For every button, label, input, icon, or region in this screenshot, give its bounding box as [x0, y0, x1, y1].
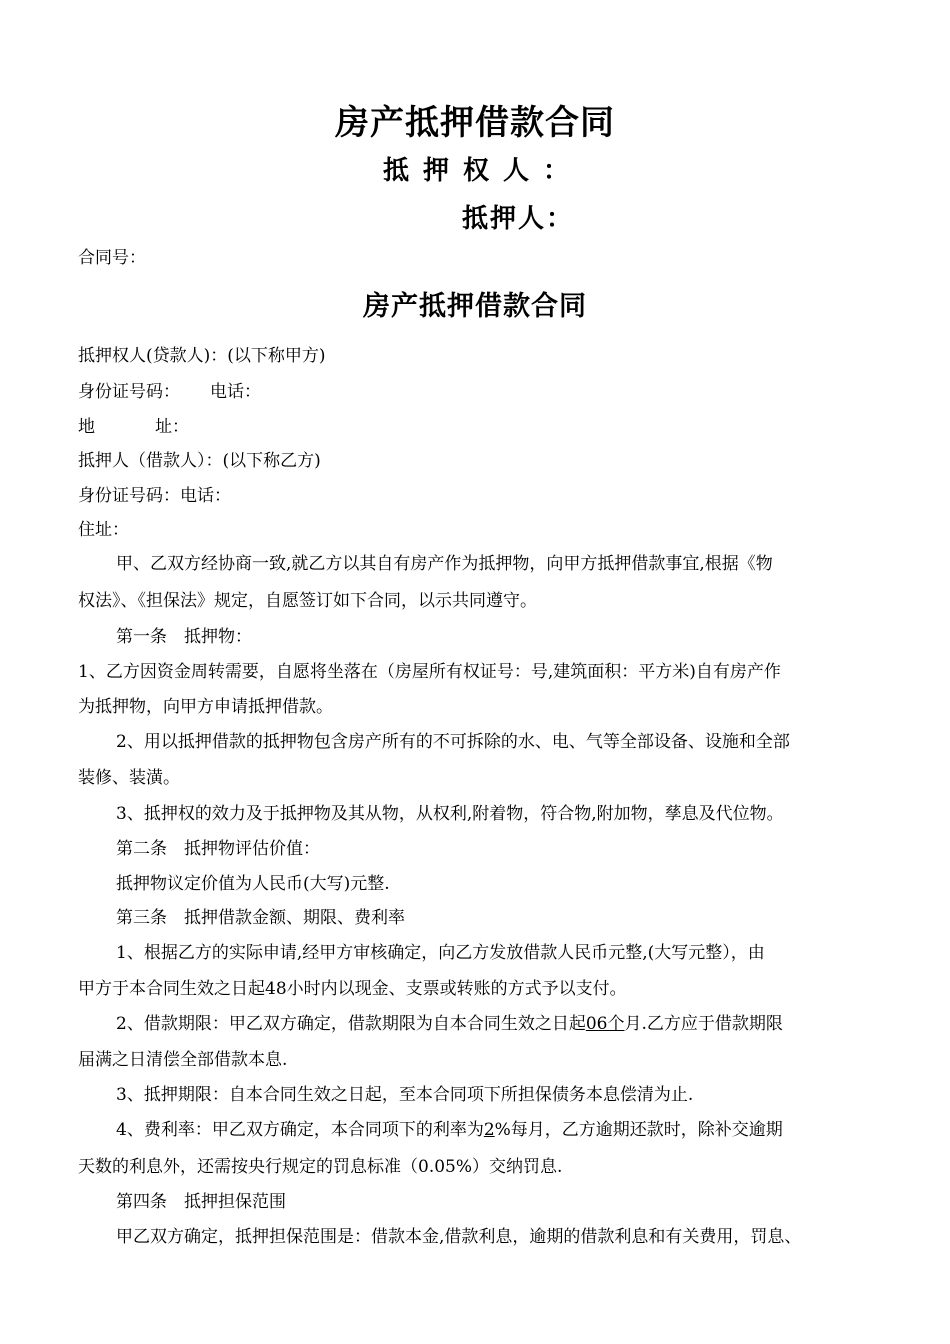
rate-text-pre: 4、费利率：甲乙双方确定，本合同项下的利率为	[116, 1120, 484, 1140]
interest-rate-value: 2	[483, 1120, 495, 1140]
second-title: 房产抵押借款合同	[363, 291, 587, 322]
article-3-p2-line-2: 届满之日清偿全部借款本息.	[78, 1050, 288, 1070]
mortgagee-address-line	[78, 412, 189, 437]
intro-line-2: 权法》、《担保法》规定，自愿签订如下合同，以示共同遵守。	[78, 591, 537, 611]
article-1-p3: 3、抵押权的效力及于抵押物及其从物，从权利,附着物，符合物,附加物，孳息及代位物。	[116, 804, 784, 824]
article-3-p4-line-1	[116, 1115, 783, 1140]
article-3-p1-line-1: 1、根据乙方的实际申请,经甲方审核确定，向乙方发放借款人民币元整,(大写元整），由	[116, 943, 765, 963]
article-4-heading: 第四条 抵押担保范围	[116, 1192, 286, 1212]
article-3-p1-line-2: 甲方于本合同生效之日起48小时内以现金、支票或转账的方式予以支付。	[78, 979, 627, 999]
article-1-p1-line-1: 1、乙方因资金周转需要，自愿将坐落在（房屋所有权证号：号,建筑面积：平方米)自有房产作	[78, 662, 781, 682]
mortgagee-line: 抵押权人(贷款人)：(以下称甲方)	[78, 346, 326, 366]
mortgagor-title: 抵押人：	[462, 204, 575, 234]
article-3-p3: 3、抵押期限：自本合同生效之日起，至本合同项下所担保债务本息偿清为止.	[116, 1085, 694, 1105]
loan-term-value: 06个	[585, 1014, 625, 1034]
article-1-p2-line-1: 2、用以抵押借款的抵押物包含房产所有的不可拆除的水、电、气等全部设备、设施和全部	[116, 732, 790, 752]
intro-line-1: 甲、乙双方经协商一致,就乙方以其自有房产作为抵押物，向甲方抵押借款事宜,根据《物	[116, 554, 773, 574]
address-label-a: 地	[78, 417, 95, 437]
mortgagor-line: 抵押人（借款人）：(以下称乙方)	[78, 451, 321, 471]
main-title: 房产抵押借款合同	[335, 103, 615, 143]
article-3-p2-line-1	[116, 1009, 783, 1034]
article-4-p1: 甲乙双方确定，抵押担保范围是：借款本金,借款利息，逾期的借款利息和有关费用，罚息、	[116, 1227, 802, 1247]
article-2-heading: 第二条 抵押物评估价值：	[116, 839, 320, 859]
article-1-p2-line-2: 装修、装潢。	[78, 768, 180, 788]
contract-number-label: 合同号：	[78, 248, 146, 268]
mortgagee-id-label: 身份证号码：	[78, 382, 180, 402]
mortgagee-phone-label: 电话：	[210, 382, 261, 402]
address-label-b: 址：	[155, 417, 189, 437]
mortgagor-address-line: 住址：	[78, 520, 129, 540]
term-text-pre: 2、借款期限：甲乙双方确定，借款期限为自本合同生效之日起	[116, 1014, 586, 1034]
mortgagee-id-line	[78, 377, 261, 402]
article-1-heading: 第一条 抵押物：	[116, 627, 252, 647]
article-3-heading: 第三条 抵押借款金额、期限、费利率	[116, 908, 405, 928]
mortgagor-id-phone-line: 身份证号码：电话：	[78, 486, 231, 506]
rate-text-post: %每月，乙方逾期还款时，除补交逾期	[494, 1120, 783, 1140]
article-3-p4-line-2: 天数的利息外，还需按央行规定的罚息标准（0.05%）交纳罚息.	[78, 1157, 563, 1177]
article-1-p1-line-2: 为抵押物，向甲方申请抵押借款。	[78, 697, 333, 717]
mortgagee-title: 抵押权人：	[383, 156, 584, 186]
article-2-p1: 抵押物议定价值为人民币(大写)元整.	[116, 874, 390, 894]
term-text-post: 月.乙方应于借款期限	[624, 1014, 783, 1034]
